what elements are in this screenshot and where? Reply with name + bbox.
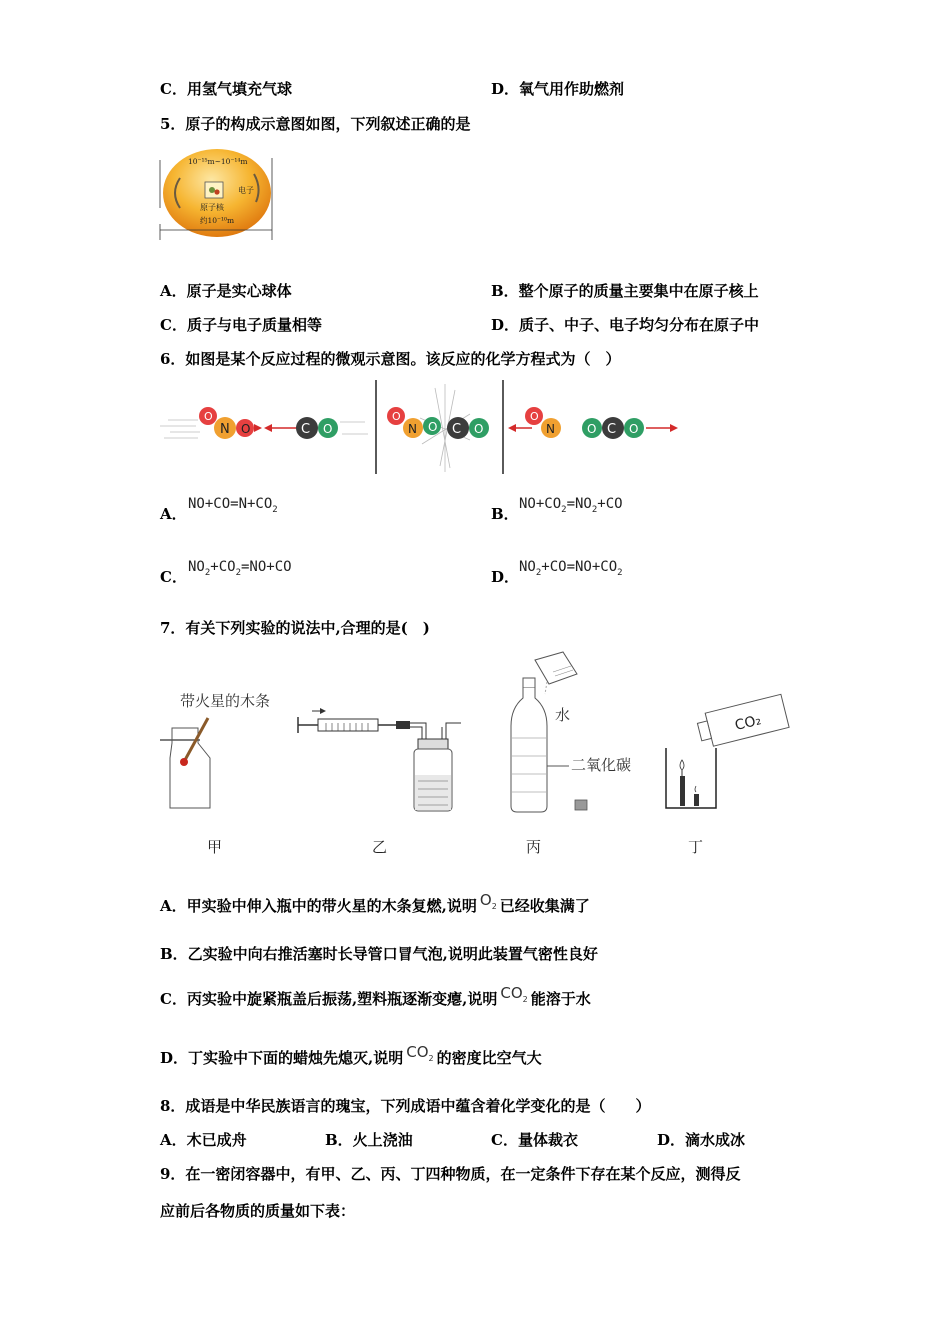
svg-text:N: N xyxy=(408,422,417,436)
experiment-bing-figure xyxy=(505,646,655,816)
q8-option-b: B．火上浇油 xyxy=(325,1131,413,1149)
svg-text:C: C xyxy=(452,422,462,437)
co2-bottle-label: 二氧化碳 xyxy=(571,756,632,774)
reaction-micro-diagram xyxy=(160,378,690,478)
electron-label: 电子 xyxy=(238,186,254,195)
q8-option-c: C．量体裁衣 xyxy=(491,1131,578,1149)
svg-text:O: O xyxy=(530,410,539,423)
q6-option-d-equation: $NO_2+CO=NO+CO_2$ xyxy=(519,559,623,578)
svg-text:O: O xyxy=(241,422,251,436)
q4-option-d: D．氧气用作助燃剂 xyxy=(491,80,625,98)
q6-option-b-equation: $NO+CO_2=NO_2+CO$ xyxy=(519,496,623,515)
q6-option-c-equation: $NO_2+CO_2=NO+CO$ xyxy=(188,559,292,578)
experiment-jia-figure xyxy=(160,688,280,813)
water-label: 水 xyxy=(555,706,571,724)
svg-text:N: N xyxy=(546,422,555,436)
size-label: 10⁻¹⁵m~10⁻¹⁴m xyxy=(188,157,248,166)
svg-text:O: O xyxy=(392,410,401,423)
svg-text:C: C xyxy=(607,422,617,437)
experiment-ding-figure xyxy=(664,690,794,815)
q6-option-a-equation: $NO+CO=N+CO_2$ xyxy=(188,496,278,515)
svg-text:O: O xyxy=(204,410,213,423)
experiment-yi-figure xyxy=(296,705,466,815)
q9-stem-line2: 应前后各物质的质量如下表： xyxy=(160,1202,356,1220)
q7-option-c: C．丙实验中旋紧瓶盖后振荡,塑料瓶逐渐变瘪,说明 $CO_2$ 能溶于水 xyxy=(160,984,591,1008)
q5-option-c: C．质子与电子质量相等 xyxy=(160,316,322,334)
q8-option-d: D．滴水成冰 xyxy=(657,1131,746,1149)
q6-option-b-letter: B． xyxy=(491,505,519,523)
caption-ding: 丁 xyxy=(688,838,704,856)
nucleus-label: 原子核 xyxy=(200,203,224,212)
q7-option-b: B．乙实验中向右推活塞时长导管口冒气泡,说明此装置气密性良好 xyxy=(160,945,598,963)
q8-option-a: A．木已成舟 xyxy=(160,1131,247,1149)
svg-text:O: O xyxy=(428,420,438,434)
caption-bing: 丙 xyxy=(526,838,542,856)
q8-stem: 8．成语是中华民族语言的瑰宝，下列成语中蕴含着化学变化的是（ ） xyxy=(160,1097,651,1115)
q6-option-a-letter: A． xyxy=(160,505,187,523)
q5-option-b: B．整个原子的质量主要集中在原子核上 xyxy=(491,282,759,300)
svg-text:C: C xyxy=(301,422,311,437)
q7-option-a: A．甲实验中伸入瓶中的带火星的木条复燃,说明 $O_2$ 已经收集满了 xyxy=(160,891,590,915)
svg-text:N: N xyxy=(220,422,230,437)
diameter-label: 约10⁻¹⁰m xyxy=(200,216,235,225)
atom-structure-figure xyxy=(158,148,276,248)
svg-text:O: O xyxy=(587,422,597,436)
co2-box-label: CO₂ xyxy=(733,712,763,735)
svg-text:O: O xyxy=(474,422,484,436)
q5-option-a: A．原子是实心球体 xyxy=(160,282,292,300)
caption-yi: 乙 xyxy=(372,838,388,856)
q6-option-d-letter: D． xyxy=(491,568,520,586)
q6-stem: 6．如图是某个反应过程的微观示意图。该反应的化学方程式为（ ） xyxy=(160,350,621,368)
splint-label: 带火星的木条 xyxy=(180,692,271,710)
q7-option-d: D．丁实验中下面的蜡烛先熄灭,说明 $CO_2$ 的密度比空气大 xyxy=(160,1043,542,1067)
q7-stem: 7．有关下列实验的说法中,合理的是( ) xyxy=(160,619,430,637)
q5-option-d: D．质子、中子、电子均匀分布在原子中 xyxy=(491,316,760,334)
q9-stem-line1: 9．在一密闭容器中，有甲、乙、丙、丁四种物质，在一定条件下存在某个反应，测得反 xyxy=(160,1165,741,1183)
caption-jia: 甲 xyxy=(207,838,223,856)
q4-option-c: C．用氢气填充气球 xyxy=(160,80,292,98)
svg-text:O: O xyxy=(629,422,639,436)
svg-text:O: O xyxy=(323,422,333,436)
q6-option-c-letter: C． xyxy=(160,568,187,586)
q5-stem: 5．原子的构成示意图如图，下列叙述正确的是 xyxy=(160,115,471,133)
